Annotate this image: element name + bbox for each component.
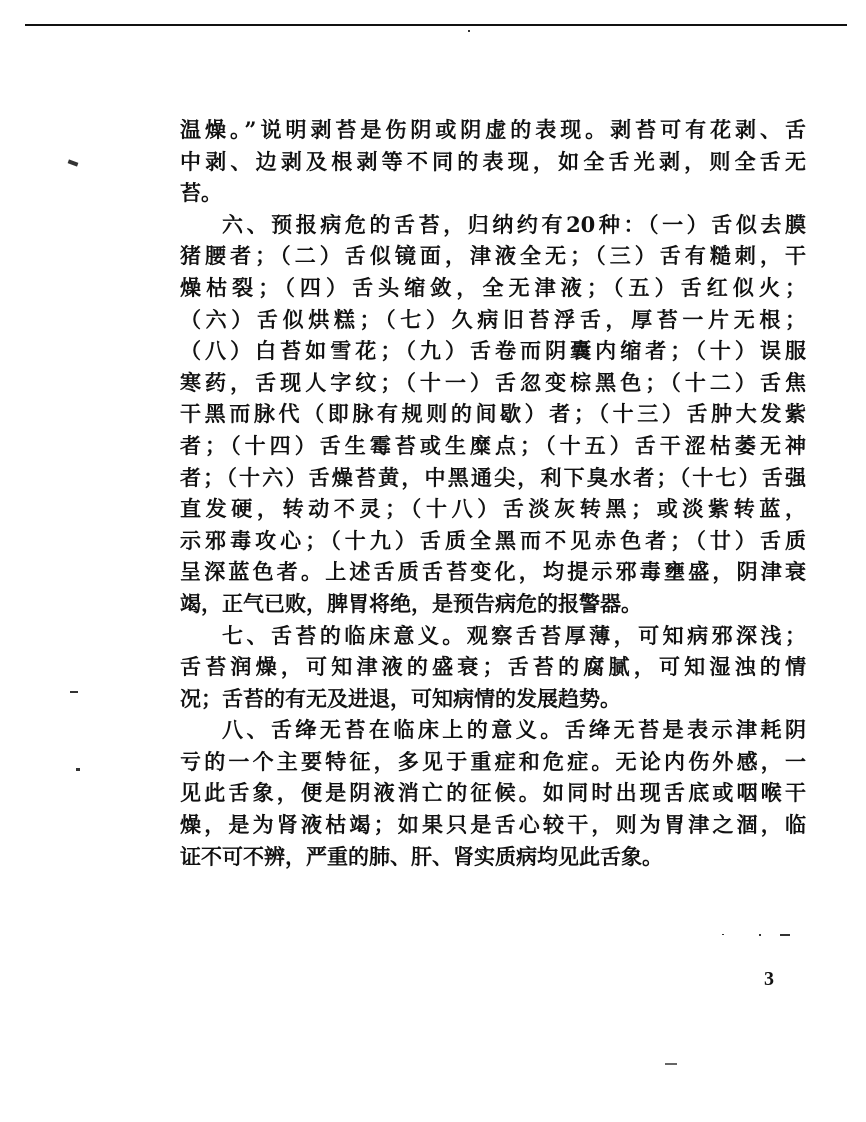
scan-mark <box>665 1063 677 1065</box>
text-line: 七、舌苔的临床意义。观察舌苔厚薄，可知病邪深浅； <box>222 622 806 648</box>
text-line: 呈深蓝色者。上述舌质舌苔变化，均提示邪毒壅盛，阴津衰 <box>180 559 806 585</box>
paragraph-section-7 <box>180 620 806 715</box>
scan-mark <box>76 768 80 771</box>
header-rule <box>25 24 847 26</box>
text-line: 者；（十六）舌燥苔黄，中黑通尖，利下臭水者；（十七）舌强 <box>180 464 806 490</box>
text-line: 苔。 <box>180 180 222 206</box>
text-line: 者；（十四）舌生霉苔或生糜点；（十五）舌干涩枯萎无神 <box>180 432 806 458</box>
text-line: 中剥、边剥及根剥等不同的表现，如全舌光剥，则全舌无 <box>180 148 806 174</box>
scan-speck <box>722 934 724 935</box>
text-line: 猪腰者；（二）舌似镜面，津液全无；（三）舌有糙刺，干 <box>180 243 806 269</box>
scan-speck <box>759 934 761 936</box>
scan-mark <box>70 691 78 693</box>
page-number: 3 <box>764 968 774 990</box>
scan-speck <box>468 30 470 32</box>
text-line: 直发硬，转动不灵；（十八）舌淡灰转黑；或淡紫转蓝， <box>180 496 806 522</box>
paragraph-section-6 <box>180 209 806 620</box>
text-line: 干黑而脉代（即脉有规则的间歇）者；（十三）舌肿大发紫 <box>180 401 806 427</box>
text-line: 寒药，舌现人字纹；（十一）舌忽变棕黑色；（十二）舌焦 <box>180 369 806 395</box>
text-line: 示邪毒攻心；（十九）舌质全黑而不见赤色者；（廿）舌质 <box>180 527 806 553</box>
text-line: （六）舌似烘糕；（七）久病旧苔浮舌，厚苔一片无根； <box>180 306 806 332</box>
text-line: 六、预报病危的舌苔，归纳约有20种：（一）舌似去膜 <box>222 211 806 237</box>
text-line: 况；舌苔的有无及进退，可知病情的发展趋势。 <box>180 685 621 711</box>
text-line: 证不可不辨，严重的肺、肝、肾实质病均见此舌象。 <box>180 843 663 869</box>
text-line: 燥枯裂；（四）舌头缩敛，全无津液；（五）舌红似火； <box>180 274 806 300</box>
paragraph-section-8 <box>180 714 806 872</box>
text-line: （八）白苔如雪花；（九）舌卷而阴囊内缩者；（十）误服 <box>180 338 806 364</box>
text-line: 亏的一个主要特征，多见于重症和危症。无论内伤外感，一 <box>180 748 806 774</box>
scan-mark <box>68 159 79 166</box>
scan-mark <box>780 934 790 936</box>
text-line: 见此舌象，便是阴液消亡的征候。如同时出现舌底或咽喉干 <box>180 780 806 806</box>
text-line: 温燥。”说明剥苔是伤阴或阴虚的表现。剥苔可有花剥、舌 <box>180 117 806 142</box>
text-line: 舌苔润燥，可知津液的盛衰；舌苔的腐腻，可知湿浊的情 <box>180 654 806 680</box>
text-line: 八、舌绛无苔在临床上的意义。舌绛无苔是表示津耗阴 <box>222 717 806 743</box>
body-text <box>180 114 806 872</box>
paragraph-continuation <box>180 114 806 209</box>
text-line: 燥，是为肾液枯竭；如果只是舌心较干，则为胃津之涸，临 <box>180 812 806 838</box>
text-line: 竭，正气已败，脾胃将绝，是预告病危的报警器。 <box>180 590 642 616</box>
